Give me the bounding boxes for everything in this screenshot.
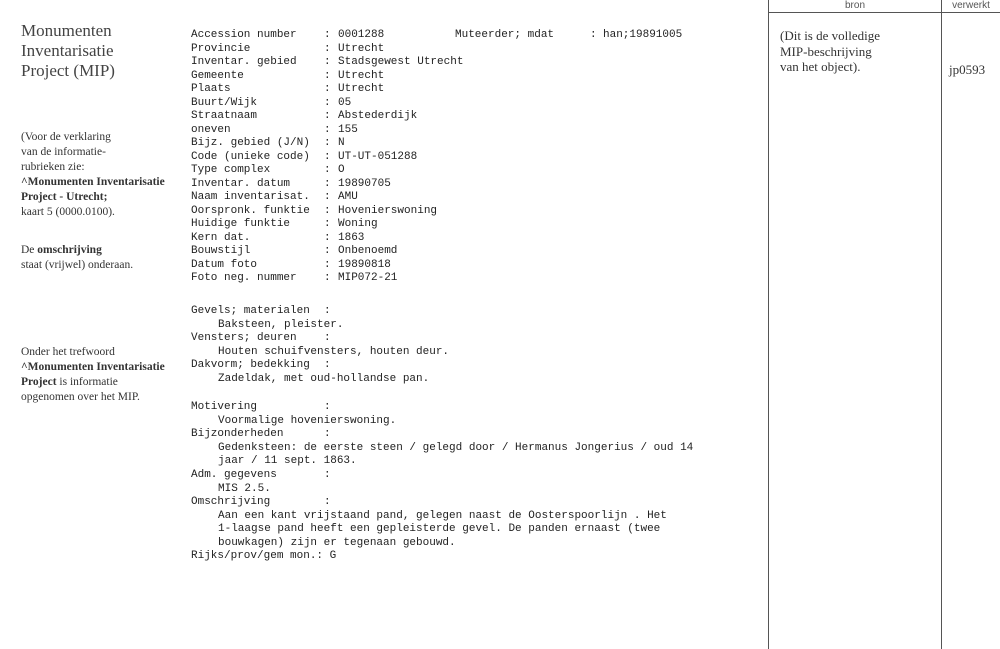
section-text [191, 510, 667, 551]
section-text-line: Baksteen, pleister. [218, 318, 344, 331]
section-motivering [191, 401, 396, 428]
field-label: Inventar. datum [191, 177, 291, 190]
section-dakvorm [191, 359, 429, 386]
section-heading [191, 401, 396, 415]
field-label: Buurt/Wijk [191, 96, 258, 109]
field-value: UT-UT-051288 [338, 150, 418, 163]
note-line: (Voor de verklaring [21, 131, 111, 143]
field-value: 155 [338, 123, 358, 136]
field-colon: : [324, 258, 331, 271]
sidebar-note-trefwoord [21, 345, 165, 405]
field-colon: : [324, 29, 331, 41]
field-label: Bijz. gebied (J/N) [191, 137, 310, 149]
note-line: staat (vrijwel) onderaan. [21, 259, 134, 271]
section-text-line: Gedenksteen: de eerste steen / gelegd door / Hermanus Jongerius / oud 14 [218, 441, 694, 454]
field-colon: : [324, 231, 331, 244]
field-row [191, 218, 761, 232]
note-suffix: is informatie [56, 376, 118, 388]
field-value: 1863 [338, 231, 365, 244]
field-row [191, 164, 761, 178]
section-heading [191, 428, 693, 442]
note-line: opgenomen over het MIP. [21, 391, 140, 403]
field-label: Straatnaam [191, 110, 258, 122]
note-line: Onder het trefwoord [21, 346, 115, 358]
field-label: Foto neg. nummer [191, 272, 297, 284]
section-heading-label: Omschrijving [191, 496, 271, 508]
field-value: Stadsgewest Utrecht [338, 56, 464, 68]
field-row [191, 245, 761, 259]
field-row [191, 29, 761, 43]
note-line: rubrieken zie: [21, 161, 85, 173]
note-bold-word: Project [21, 376, 57, 388]
section-text [191, 319, 343, 333]
section-colon: : [324, 332, 331, 344]
field-value: Onbenoemd [338, 245, 398, 257]
field-row [191, 43, 761, 57]
column-header-verwerkt: verwerkt [952, 0, 990, 11]
section-adm-gegevens [191, 469, 331, 496]
footer-colon: : [316, 550, 330, 562]
sidebar-title-line: Project (MIP) [21, 61, 115, 80]
field-value: Utrecht [338, 42, 385, 55]
section-rijksmonument [191, 550, 336, 564]
section-heading [191, 305, 343, 319]
field-colon: : [324, 218, 331, 230]
field-label: Type complex [191, 164, 271, 176]
field-label: Datum foto [191, 258, 258, 271]
section-omschrijving [191, 496, 667, 550]
field-label: Oorspronk. funktie [191, 204, 310, 217]
field-colon: : [324, 69, 331, 82]
section-text [191, 346, 449, 360]
bron-note [780, 28, 880, 75]
note-line [21, 243, 133, 258]
section-heading-label: Adm. gegevens [191, 469, 277, 481]
field-value: N [338, 137, 345, 149]
field-label: Plaats [191, 83, 231, 95]
field-row [191, 232, 761, 246]
section-text-line: MIS 2.5. [218, 482, 271, 495]
sidebar-note-omschrijving [21, 243, 133, 273]
field-colon: : [324, 150, 331, 163]
sidebar-title-line: Monumenten [21, 21, 112, 40]
note-prefix: De [21, 244, 38, 256]
section-text-line: jaar / 11 sept. 1863. [218, 455, 357, 467]
section-colon: : [324, 305, 331, 317]
section-gevels [191, 305, 343, 332]
bron-line: van het object). [780, 59, 861, 74]
mip-record [191, 29, 761, 562]
footer-value: G [329, 550, 337, 562]
section-heading-label: Motivering [191, 401, 258, 413]
field-value: AMU [338, 191, 358, 203]
section-colon: : [324, 359, 331, 371]
field-value: Utrecht [338, 83, 385, 95]
field-row [191, 151, 761, 165]
field-label: Kern dat. [191, 231, 251, 244]
column-divider [941, 0, 942, 649]
field-row [191, 272, 761, 286]
sidebar-title-line: Inventarisatie [21, 41, 114, 60]
field-colon: : [324, 137, 331, 149]
field-colon: : [324, 191, 331, 203]
field-row [191, 137, 761, 151]
field-label: Inventar. gebied [191, 56, 297, 68]
meta-colon: : [590, 29, 597, 41]
field-value: Hovenierswoning [338, 204, 438, 217]
bron-line: (Dit is de volledige [780, 28, 881, 43]
field-row [191, 191, 761, 205]
note-line [21, 375, 165, 390]
field-colon: : [324, 83, 331, 95]
record-fields [191, 29, 761, 286]
section-heading-label: Bijzonderheden [191, 428, 284, 440]
field-label: Huidige funktie [191, 218, 291, 230]
field-colon: : [324, 204, 331, 217]
field-colon: : [324, 164, 331, 176]
field-row [191, 205, 761, 219]
sidebar-note-reference [21, 130, 165, 220]
note-bold-line: Project - Utrecht; [21, 191, 108, 203]
source-panel [768, 0, 1000, 649]
field-row [191, 124, 761, 138]
field-value: O [338, 164, 345, 176]
field-row [191, 259, 761, 273]
section-text [191, 442, 693, 469]
field-label: Code (unieke code) [191, 150, 310, 163]
note-bold-line: ^Monumenten Inventarisatie [21, 361, 165, 373]
column-header-bron: bron [844, 0, 865, 11]
section-colon: : [324, 401, 331, 413]
note-line: van de informatie- [21, 146, 106, 158]
field-label: Accession number [191, 29, 297, 41]
bron-line: MIP-beschrijving [780, 43, 872, 59]
note-bold-line: ^Monumenten Inventarisatie [21, 176, 165, 188]
section-vensters [191, 332, 449, 359]
field-colon: : [324, 177, 331, 190]
field-label: Provincie [191, 42, 251, 55]
footer-label: Rijks/prov/gem mon. [191, 550, 317, 562]
section-text [191, 415, 396, 429]
note-line: kaart 5 (0000.0100). [21, 206, 115, 218]
verwerkt-code: jp0593 [949, 62, 986, 77]
field-value: Woning [338, 218, 378, 230]
field-row [191, 70, 761, 84]
section-colon: : [324, 428, 331, 440]
field-value: 0001288 [338, 29, 385, 41]
source-panel-header [769, 0, 1000, 13]
field-value: 05 [338, 96, 352, 109]
section-text [191, 483, 277, 497]
meta-label: Muteerder; mdat [455, 29, 555, 41]
section-heading-label: Gevels; materialen [191, 305, 310, 317]
section-text [191, 373, 429, 387]
footer-row [191, 550, 336, 564]
section-text-line: bouwkagen) zijn er tegenaan gebouwd. [218, 536, 456, 549]
section-heading [191, 469, 331, 483]
section-text-line: Zadeldak, met oud-hollandse pan. [218, 372, 430, 385]
field-label: oneven [191, 123, 231, 136]
field-value: Utrecht [338, 69, 385, 82]
section-heading-label: Dakvorm; bedekking [191, 359, 310, 371]
field-colon: : [324, 56, 331, 68]
section-text-line: 1-laagse pand heeft een gepleisterde gevel. De panden ernaast (twee [218, 523, 661, 535]
field-value: MIP072-21 [338, 272, 398, 284]
section-text-line: Houten schuifvensters, houten deur. [218, 345, 450, 358]
section-bijzonderheden [191, 428, 693, 469]
field-colon: : [324, 96, 331, 109]
section-colon: : [324, 496, 331, 508]
field-colon: : [324, 110, 331, 122]
field-value: Abstederdijk [338, 110, 418, 122]
section-text-line: Aan een kant vrijstaand pand, gelegen naast de Oosterspoorlijn . Het [218, 509, 667, 522]
sidebar-title [21, 21, 115, 81]
field-row [191, 56, 761, 70]
field-label: Bouwstijl [191, 245, 251, 257]
field-row [191, 110, 761, 124]
field-row [191, 178, 761, 192]
section-text-line: Voormalige hovenierswoning. [218, 414, 397, 427]
field-value: 19890705 [338, 177, 391, 190]
section-heading [191, 496, 667, 510]
field-colon: : [324, 245, 331, 257]
field-row [191, 97, 761, 111]
field-row [191, 83, 761, 97]
section-heading [191, 332, 449, 346]
section-heading [191, 359, 429, 373]
field-colon: : [324, 272, 331, 284]
field-label: Naam inventarisat. [191, 191, 310, 203]
note-bold-word: omschrijving [37, 244, 102, 256]
section-colon: : [324, 469, 331, 481]
field-value: 19890818 [338, 258, 391, 271]
field-colon: : [324, 42, 331, 55]
field-colon: : [324, 123, 331, 136]
meta-value: han;19891005 [603, 29, 683, 41]
section-heading-label: Vensters; deuren [191, 332, 297, 344]
field-label: Gemeente [191, 69, 244, 82]
